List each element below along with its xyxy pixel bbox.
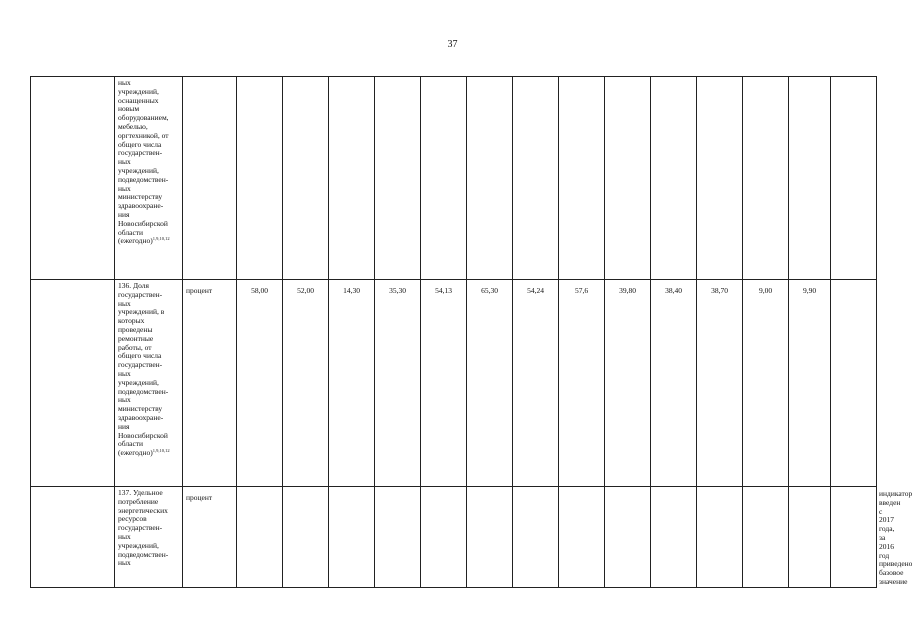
value-text <box>831 77 876 84</box>
unit-cell <box>183 280 237 487</box>
value-cell <box>467 77 513 280</box>
value-cell <box>283 487 329 588</box>
value-cell <box>283 280 329 487</box>
value-cell <box>237 280 283 487</box>
value-text <box>375 487 420 494</box>
value-text <box>283 77 328 84</box>
indicator-name <box>115 280 182 458</box>
value-cell <box>375 77 421 280</box>
value-text <box>789 77 830 84</box>
indicator-name-cell <box>115 487 183 588</box>
value-cell <box>831 77 877 280</box>
value-cell <box>421 280 467 487</box>
value-cell <box>559 280 605 487</box>
value-text <box>513 77 558 84</box>
value-cell <box>283 77 329 280</box>
value-text: 14,30 <box>343 286 360 295</box>
table-row <box>31 280 877 487</box>
value-text: 58,00 <box>251 286 268 295</box>
footnote-ref: 1,9,10,12 <box>152 236 170 242</box>
value-text <box>697 487 742 494</box>
value-text: 54,24 <box>527 286 544 295</box>
value-text: 38,70 <box>711 286 728 295</box>
value-text <box>283 487 328 494</box>
value-cell <box>605 487 651 588</box>
value-cell <box>831 280 877 487</box>
value-cell <box>651 487 697 588</box>
value-cell <box>375 487 421 588</box>
value-text <box>697 77 742 84</box>
value-text <box>237 487 282 494</box>
value-cell <box>513 77 559 280</box>
indicator-name <box>115 487 182 568</box>
value-text <box>651 487 696 494</box>
value-text: 38,40 <box>665 286 682 295</box>
indicator-name-cell <box>115 280 183 487</box>
value-cell <box>789 487 831 588</box>
unit-text: процент <box>186 493 213 502</box>
value-cell <box>467 280 513 487</box>
section-cell <box>31 280 115 487</box>
value-text: 65,30 <box>481 286 498 295</box>
unit-cell <box>183 77 237 280</box>
value-text <box>329 487 374 494</box>
value-text: 57,6 <box>574 286 589 295</box>
indicator-name-text: 137. Удельное потребление энергетических ресурсов государствен- ных учреждений, подведомствен- ных <box>118 488 169 568</box>
value-cell <box>697 77 743 280</box>
value-cell <box>559 77 605 280</box>
value-text <box>467 487 512 494</box>
note-text <box>877 280 881 283</box>
value-text <box>831 280 876 287</box>
value-cell <box>421 77 467 280</box>
value-cell <box>329 280 375 487</box>
value-text <box>237 77 282 84</box>
value-cell <box>237 487 283 588</box>
value-text <box>831 487 876 494</box>
footnote-ref: 1,9,10,12 <box>152 448 170 454</box>
value-cell <box>513 487 559 588</box>
value-text <box>605 77 650 84</box>
page-number: 37 <box>447 39 458 50</box>
value-text: 35,30 <box>389 286 406 295</box>
value-text: 39,80 <box>619 286 636 295</box>
value-cell <box>743 77 789 280</box>
value-text <box>329 77 374 84</box>
section-cell <box>31 77 115 280</box>
value-cell <box>789 280 831 487</box>
value-text: 9,00 <box>758 286 773 295</box>
note-text <box>877 77 881 80</box>
table-row <box>31 77 877 280</box>
value-cell <box>329 77 375 280</box>
value-text <box>743 487 788 494</box>
indicator-table <box>30 76 912 588</box>
value-text <box>559 77 604 84</box>
value-text: 54,13 <box>435 286 452 295</box>
section-cell <box>31 487 115 588</box>
value-text <box>467 77 512 84</box>
value-cell <box>237 77 283 280</box>
indicator-name <box>115 77 182 246</box>
value-text <box>605 487 650 494</box>
value-text <box>559 487 604 494</box>
value-text: 52,00 <box>297 286 314 295</box>
value-cell <box>697 487 743 588</box>
value-cell <box>329 487 375 588</box>
value-cell <box>743 280 789 487</box>
value-cell <box>421 487 467 588</box>
value-text <box>513 487 558 494</box>
value-cell <box>375 280 421 487</box>
value-cell <box>559 487 605 588</box>
value-cell <box>651 280 697 487</box>
unit-text <box>183 77 236 84</box>
unit-text: процент <box>186 286 213 295</box>
value-text <box>743 77 788 84</box>
value-cell <box>831 487 877 588</box>
table-row <box>31 487 877 588</box>
indicator-name-cell <box>115 77 183 280</box>
value-text <box>375 77 420 84</box>
value-cell <box>743 487 789 588</box>
value-text <box>651 77 696 84</box>
value-cell <box>605 280 651 487</box>
value-cell <box>605 77 651 280</box>
value-cell <box>651 77 697 280</box>
indicator-name-text: ных учреждений, оснащенных новым оборудованием, мебелью, оргтехникой, от общего числа государствен- ных учреждений, подведомствен- ных министерству здравоохране- ния Новосибирской области (ежегодно) <box>118 78 169 246</box>
unit-cell <box>183 487 237 588</box>
value-text <box>789 487 830 494</box>
value-cell <box>697 280 743 487</box>
indicator-name-text: 136. Доля государствен- ных учреждений, в которых проведены ремонтные работы, от общего числа государствен- ных учреждений, подведомствен- ных министерству здравоохране- ния Новосибирской области (ежегодно) <box>118 281 169 458</box>
value-cell <box>467 487 513 588</box>
value-text <box>421 487 466 494</box>
value-cell <box>789 77 831 280</box>
value-text: 9,90 <box>802 286 817 295</box>
value-cell <box>513 280 559 487</box>
value-text <box>421 77 466 84</box>
note-text: индикатор введен с 2017 года, за 2016 год приведено базовое значение <box>879 489 912 586</box>
